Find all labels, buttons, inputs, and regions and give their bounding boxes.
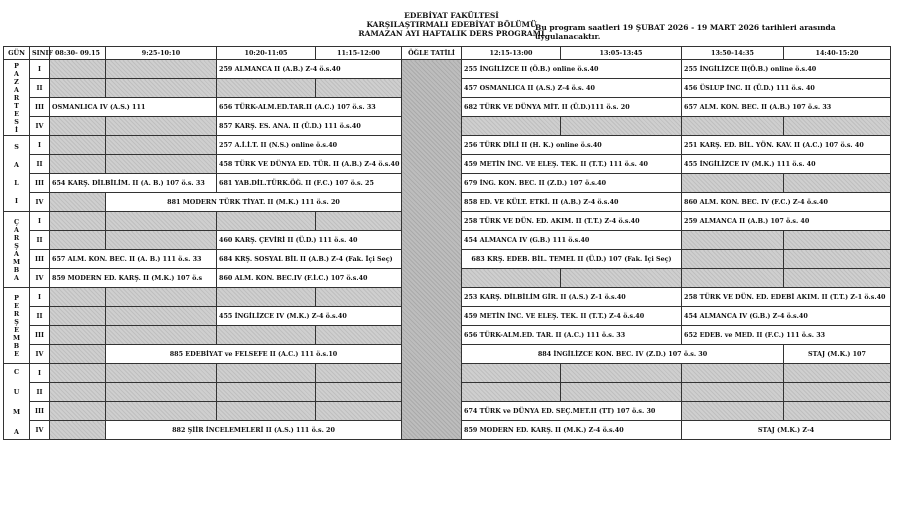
class-year: IV (30, 345, 50, 364)
faculty-title: EDEBİYAT FAKÜLTESİ (404, 11, 499, 20)
class-year: III (30, 174, 50, 193)
class-year: II (30, 79, 50, 98)
validity-note: Bu program saatleri 19 ŞUBAT 2026 - 19 MART 2026 tarihleri arasında uygulanacaktır. (535, 23, 836, 41)
class-year: II (30, 307, 50, 326)
class-year: IV (30, 269, 50, 288)
lunch-break-cell (402, 60, 462, 440)
course-cell: 654 KARŞ. DİLBİLİM. II (A. B.) 107 ö.s. 33 (50, 174, 217, 193)
course-cell: 860 ALM. KON. BEC. IV (F.C.) Z-4 ö.s.40 (682, 193, 891, 212)
course-cell: 657 ALM. KON. BEC. II (A. B.) 111 ö.s. 33 (50, 250, 217, 269)
course-cell: OSMANLICA IV (A.S.) 111 (50, 98, 217, 117)
day-carsamba: Ç A R Ş A M B A (4, 212, 30, 288)
course-cell: 255 İNGİLİZCE II (Ö.B.) online ö.s.40 (462, 60, 682, 79)
course-cell: 860 ALM. KON. BEC.IV (F.İ.C.) 107 ö.s.40 (217, 269, 402, 288)
course-cell: 885 EDEBİYAT ve FELSEFE II (A.C.) 111 ö.s.10 (106, 345, 402, 364)
course-cell: 255 İNGİLİZCE II(Ö.B.) online ö.s.40 (682, 60, 891, 79)
course-cell: 256 TÜRK DİLİ II (H. K.) online ö.s.40 (462, 136, 682, 155)
course-cell: 656 TÜRK-ALM.ED.TAR.II (A.C.) 107 ö.s. 33 (217, 98, 402, 117)
class-year: I (30, 364, 50, 383)
course-cell: 251 KARŞ. ED. BİL. YÖN. KAV. II (A.C.) 107 ö.s. 40 (682, 136, 891, 155)
col-slot-7: 13:50-14:35 (682, 47, 784, 60)
course-cell: 455 İNGİLİZCE IV (M.K.) Z-4 ö.s.40 (217, 307, 402, 326)
col-class: SINIF (30, 47, 50, 60)
document-header (0, 11, 903, 45)
col-slot-4: 11:15-12:00 (316, 47, 402, 60)
class-year: I (30, 136, 50, 155)
course-cell: 858 ED. VE KÜLT. ETKİ. II (A.B.) Z-4 ö.s.40 (462, 193, 682, 212)
course-cell: 859 MODERN ED. KARŞ. II (M.K.) 107 ö.s (50, 269, 217, 288)
course-cell: 681 YAB.DİL.TÜRK.ÖĞ. II (F.C.) 107 ö.s. 25 (217, 174, 402, 193)
class-year: III (30, 98, 50, 117)
course-cell: 454 ALMANCA IV (G.B.) Z-4 ö.s.40 (682, 307, 891, 326)
class-year: I (30, 288, 50, 307)
course-cell: 458 TÜRK VE DÜNYA ED. TÜR. II (A.B.) Z-4 ö.s.40 (217, 155, 402, 174)
course-cell: 684 KRŞ. SOSYAL BİL II (A.B.) Z-4 (Fak. İçi Seç) (217, 250, 402, 269)
course-cell: STAJ (M.K.) Z-4 (682, 421, 891, 440)
class-year: IV (30, 421, 50, 440)
col-slot-6: 13:05-13:45 (561, 47, 682, 60)
course-cell: 454 ALMANCA IV (G.B.) 111 ö.s.40 (462, 231, 682, 250)
course-cell: 459 METİN İNC. VE ELEŞ. TEK. II (T.T.) 111 ö.s. 40 (462, 155, 682, 174)
course-cell: 657 ALM. KON. BEC. II (A.B.) 107 ö.s. 33 (682, 98, 891, 117)
course-cell: 679 İNG. KON. BEC. II (Z.D.) 107 ö.s.40 (462, 174, 682, 193)
course-cell: 859 MODERN ED. KARŞ. II (M.K.) Z-4 ö.s.40 (462, 421, 682, 440)
day-pazartesi: P A Z A R T E S İ (4, 60, 30, 136)
course-cell: 881 MODERN TÜRK TİYAT. II (M.K.) 111 ö.s. 20 (106, 193, 402, 212)
course-cell: 884 İNGİLİZCE KON. BEC. IV (Z.D.) 107 ö.s. 30 (462, 345, 784, 364)
course-cell: 259 ALMANCA II (A.B.) Z-4 ö.s.40 (217, 60, 402, 79)
course-cell: 259 ALMANCA II (A.B.) 107 ö.s. 40 (682, 212, 891, 231)
course-cell: 882 ŞİİR İNCELEMELERİ II (A.S.) 111 ö.s. 20 (106, 421, 402, 440)
col-slot-3: 10:20-11:05 (217, 47, 316, 60)
program-title: RAMAZAN AYI HAFTALIK DERS PROGRAMI (358, 29, 545, 38)
class-year: II (30, 231, 50, 250)
col-slot-2: 9:25-10:10 (106, 47, 217, 60)
course-cell: 459 METİN İNC. VE ELEŞ. TEK. II (T.T.) Z-4 ö.s.40 (462, 307, 682, 326)
course-cell: 656 TÜRK-ALM.ED. TAR. II (A.C.) 111 ö.s. 33 (462, 326, 682, 345)
class-year: I (30, 60, 50, 79)
course-cell: 258 TÜRK VE DÜN. ED. AKIM. II (T.T.) Z-4 ö.s.40 (462, 212, 682, 231)
class-year: IV (30, 193, 50, 212)
table-row (4, 60, 891, 79)
course-cell: 460 KARŞ. ÇEVİRİ II (Ü.D.) 111 ö.s. 40 (217, 231, 402, 250)
col-lunch: ÖĞLE TATİLİ (402, 47, 462, 60)
col-slot-8: 14:40-15:20 (784, 47, 891, 60)
course-cell: 683 KRŞ. EDEB. BİL. TEMEL II (Ü.D.) 107 (Fak. İçi Seç) (462, 250, 682, 269)
schedule-table (3, 46, 891, 440)
col-day: GÜN (4, 47, 30, 60)
day-persembe: P E R Ş E M B E (4, 288, 30, 364)
course-cell: 258 TÜRK VE DÜN. ED. EDEBİ AKIM. II (T.T.) Z-1 ö.s.40 (682, 288, 891, 307)
class-year: IV (30, 117, 50, 136)
class-year: III (30, 402, 50, 421)
day-sali: S A L I (4, 136, 30, 212)
department-title: KARŞILAŞTIRMALI EDEBİYAT BÖLÜMÜ (366, 20, 537, 29)
header-row (4, 47, 891, 60)
course-cell: 857 KARŞ. ES. ANA. II (Ü.D.) 111 ö.s.40 (217, 117, 402, 136)
course-cell: 674 TÜRK ve DÜNYA ED. SEÇ.MET.II (TT) 107 ö.s. 30 (462, 402, 682, 421)
course-cell: 652 EDEB. ve MED. II (F.C.) 111 ö.s. 33 (682, 326, 891, 345)
course-cell: 682 TÜRK VE DÜNYA MİT. II (Ü.D.)111 ö.s. 20 (462, 98, 682, 117)
course-cell: 457 OSMANLICA II (A.S.) Z-4 ö.s. 40 (462, 79, 682, 98)
col-slot-5: 12:15-13:00 (462, 47, 561, 60)
col-slot-1: 08:30- 09.15 (50, 47, 106, 60)
course-cell: 257 A.İ.İ.T. II (N.S.) online ö.s.40 (217, 136, 402, 155)
class-year: II (30, 155, 50, 174)
course-cell: 253 KARŞ. DİLBİLİM GİR. II (A.S.) Z-1 ö.s.40 (462, 288, 682, 307)
day-cuma: C U M A (4, 364, 30, 440)
class-year: I (30, 212, 50, 231)
class-year: III (30, 326, 50, 345)
class-year: II (30, 383, 50, 402)
course-cell: 456 ÜSLUP İNC. II (Ü.D.) 111 ö.s. 40 (682, 79, 891, 98)
course-cell: 455 İNGİLİZCE IV (M.K.) 111 ö.s. 40 (682, 155, 891, 174)
class-year: III (30, 250, 50, 269)
course-cell: STAJ (M.K.) 107 (784, 345, 891, 364)
